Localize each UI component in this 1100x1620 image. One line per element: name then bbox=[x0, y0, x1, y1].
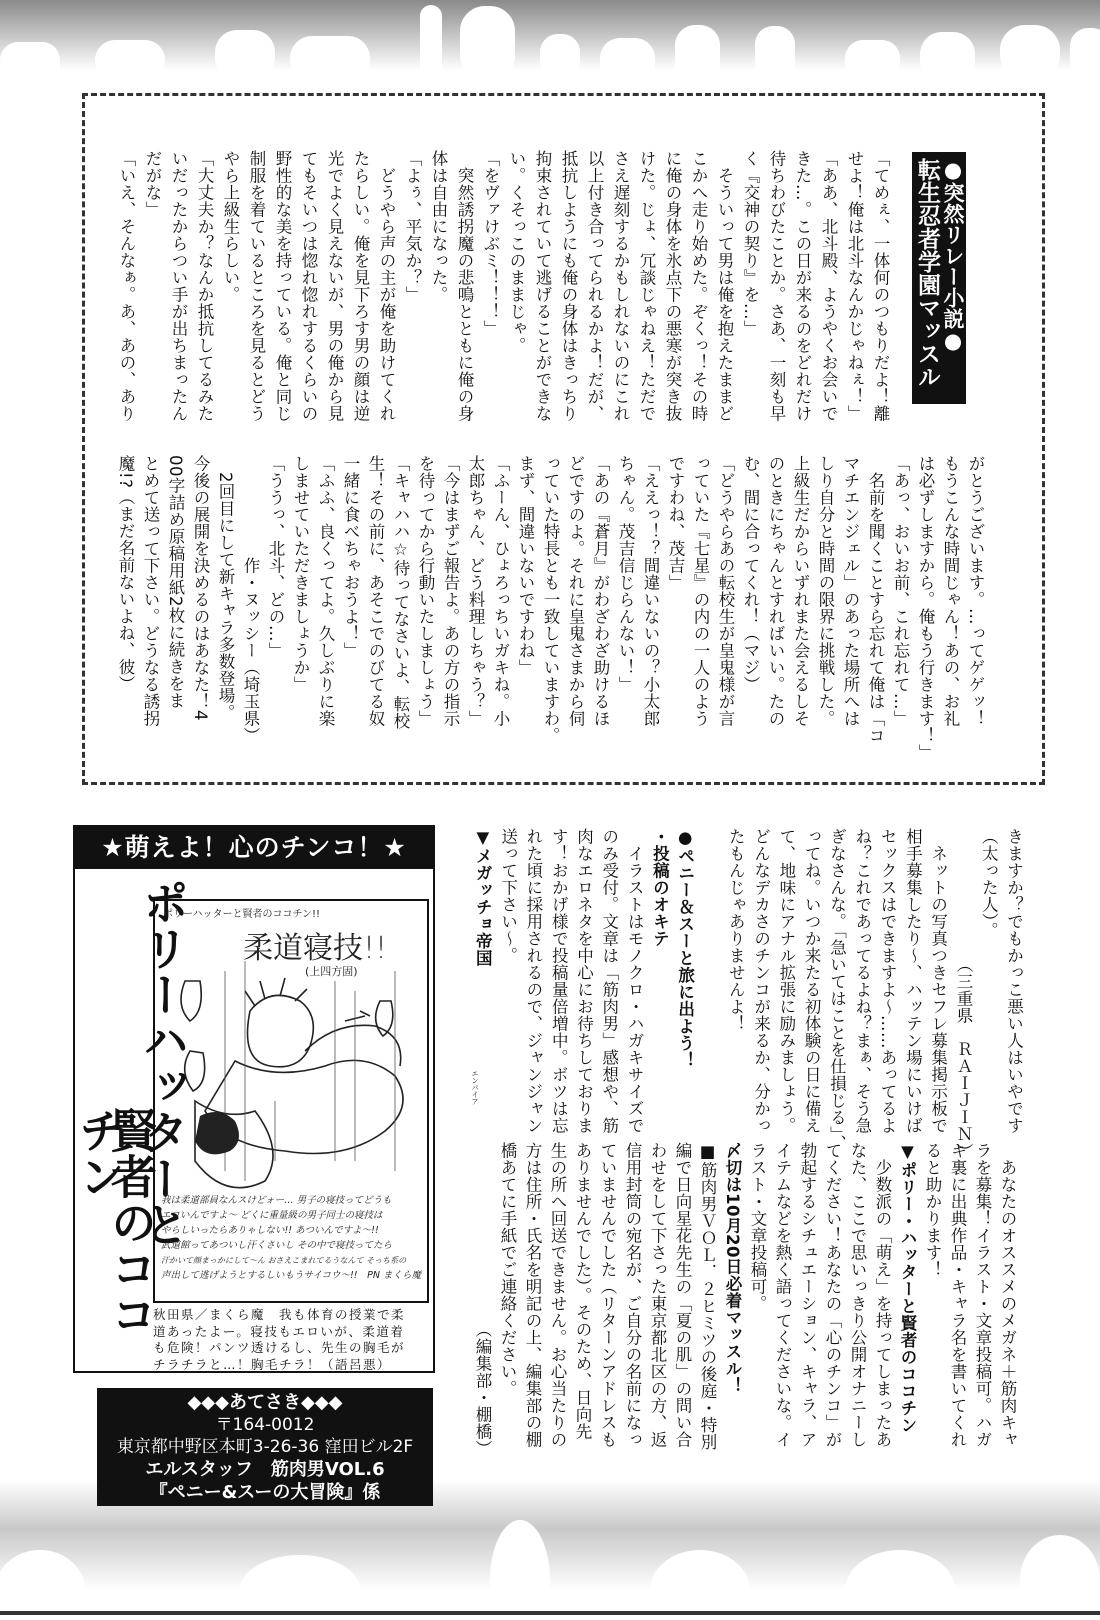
story-line: 「どうやらあの転校生が皇鬼様が言 bbox=[716, 455, 735, 727]
corner-line: ■筋肉男ＶＯＬ．２ヒミツの後庭・特別 bbox=[698, 1142, 717, 1451]
caption-line: も危険！パンツ透けるし、先生の胸毛が bbox=[153, 1340, 406, 1355]
corner-line: ってね。いつか来たる初体験の日に備え bbox=[802, 828, 822, 1134]
story-line: いだったからつい手が出ちまったん bbox=[169, 150, 188, 422]
story-line: ですわね、茂吉」 bbox=[666, 455, 685, 591]
story-line: しませていただきましょうか」 bbox=[291, 455, 310, 693]
handwritten-title: ポリーハッターと賢者のココチン!! bbox=[163, 909, 321, 920]
story-line: どですのよ。それに皇鬼さまから伺 bbox=[566, 455, 585, 727]
page-bottom-rule bbox=[0, 1611, 1100, 1615]
story-line: 今後の展開を決めるのはあなた！4 bbox=[191, 455, 210, 721]
corner-line: て、地味にアナル拡張に励みましょう。 bbox=[776, 828, 796, 1134]
corner-line: 橋あてに手紙でご連絡ください。 bbox=[498, 1142, 517, 1397]
corner-line: ネットの写真つきセフレ募集掲示板で bbox=[928, 828, 948, 1134]
story-line: 「今はまずご報告よ。あの方の指示 bbox=[441, 455, 460, 727]
reader-corner-lower bbox=[470, 1142, 1020, 1522]
story-line: がとうございます。…ってゲゲッ！ bbox=[966, 455, 985, 727]
relay-story-text-upper bbox=[113, 150, 893, 440]
story-line: 作・ヌッシー（埼玉県） bbox=[241, 455, 260, 744]
story-line: 魔!?（まだ名前ないよね、彼） bbox=[116, 455, 135, 693]
handwritten-note-line: 武道館ってあついし汗くさいし その中で寝技ってたら bbox=[161, 1240, 393, 1251]
story-line: まず、間違いないですわね」 bbox=[516, 455, 535, 676]
corner-line: ラスト・文章投稿可。 bbox=[748, 1142, 767, 1312]
story-line: とめて送って下さい。どうなる誘拐 bbox=[141, 455, 160, 727]
relay-story-title: 転生忍者学園マッスル bbox=[914, 158, 940, 388]
department-name: 『ペニー&スーの大冒険』係 bbox=[149, 1482, 381, 1503]
handwritten-note-line: エロいんですよ～ どくに重量級の男子同士の寝技は bbox=[161, 1210, 383, 1221]
story-line: そういって男は俺を抱えたままど bbox=[715, 150, 734, 422]
story-line: のときにちゃんとすればいい。たの bbox=[766, 455, 785, 727]
story-line: 「ああ、北斗殿、ようやくお会いで bbox=[819, 150, 838, 422]
story-line: だがな」 bbox=[143, 150, 162, 218]
story-line: 名前を聞くことすら忘れて俺は「コ bbox=[866, 455, 885, 744]
corner-line: セックスはできますよ～……あってるよ bbox=[878, 828, 898, 1134]
corner-line: 生の所へ回送できません。お心当たりの bbox=[548, 1142, 567, 1448]
story-line: 制服を着ているところを見るとどう bbox=[247, 150, 266, 422]
story-line: い。くそっこのままじゃ。 bbox=[507, 150, 526, 354]
story-line: 「ううっ、北斗、どの…」 bbox=[266, 455, 285, 659]
story-line: 体は自由になった。 bbox=[429, 150, 448, 303]
top-halftone-drip-decoration bbox=[0, 0, 1100, 75]
story-line: 抵抗しようにも俺の身体はきっちり bbox=[559, 150, 578, 422]
handwritten-signature: PN まくら魔 bbox=[367, 1270, 421, 1281]
corner-line: す！おかげ様で投稿量倍増中。ボツは忘 bbox=[549, 828, 569, 1134]
corner-line: 少数派の「萌え」を持ってしまったあ bbox=[873, 1142, 892, 1448]
story-line: 00字詰め原稿用紙2枚に続きをま bbox=[166, 455, 185, 709]
handwritten-subheading: (上四方固) bbox=[305, 965, 358, 978]
story-line: む、間に合ってくれ！（マジ） bbox=[741, 455, 760, 693]
moe-title-line2: 賢者のココチン bbox=[72, 1107, 158, 1337]
corner-line: 送って下さい～。 bbox=[498, 828, 518, 964]
story-line: は必ずしますから。俺もう行きます！」 bbox=[916, 455, 935, 761]
postal-code: 〒164-0012 bbox=[215, 1415, 315, 1435]
handwritten-note-line: 汗かいて顔まっかにして～ん おさえこまれてるうなんて そっち系の bbox=[161, 1256, 407, 1265]
handwritten-note bbox=[161, 1193, 421, 1283]
reader-illustration bbox=[153, 899, 429, 1303]
story-line: 突然誘拐魔の悲鳴とともに俺の身 bbox=[455, 150, 474, 422]
corner-line: わせをして下さった東京都北区の方、返 bbox=[648, 1142, 667, 1448]
empire-ruby: エンパイア bbox=[471, 1070, 479, 1105]
caption-line: チラチラと…！胸毛チラ！（語呂悪） bbox=[153, 1356, 392, 1372]
street-address: 東京都中野区本町3-26-36 窪田ビル2F bbox=[116, 1437, 414, 1457]
story-line: 「ふふ、良くってよ。久しぶりに楽 bbox=[316, 455, 335, 727]
corner-line: キ裏に出典作品・キャラ名を書いてくれ bbox=[948, 1142, 967, 1448]
handwritten-note-line bbox=[161, 1268, 421, 1283]
corner-line: イテムなどを熱く語ってくださいな。イ bbox=[773, 1142, 792, 1448]
story-line: く『交神の契り』を…」 bbox=[741, 150, 760, 337]
corner-line: 方は住所・氏名を明記の上、編集部の棚 bbox=[523, 1142, 542, 1448]
handwritten-note-line: やらしいったらありゃしない!! あついんですよ～!! bbox=[161, 1225, 379, 1236]
story-line: 「をヴァけぶミ！！！」 bbox=[481, 150, 500, 337]
corner-line: てください！あなたの「心のチンコ」が bbox=[823, 1142, 842, 1448]
corner-line: どんなデカさのチンコが来るか、分かっ bbox=[751, 828, 771, 1134]
illustration-caption bbox=[153, 1307, 429, 1373]
address-heading: ◆◆◆あてさき◆◆◆ bbox=[187, 1392, 343, 1413]
relay-story-text-lower bbox=[113, 455, 988, 761]
moe-submission-panel bbox=[73, 825, 435, 1373]
story-line: 「キャハハ☆待ってなさいよ、転校 bbox=[391, 455, 410, 730]
story-line: ちゃん。茂吉信じらんない！」 bbox=[616, 455, 635, 693]
story-line: きた…。この日が来るのをどれだけ bbox=[793, 150, 812, 422]
story-line: 太郎ちゃん、どう料理しちゃう？」 bbox=[466, 455, 485, 727]
caption-line: 道あったよー。寝技もエロいが、柔道着 bbox=[153, 1323, 405, 1339]
story-line: たらしい。俺を見下ろす男の顔は逆 bbox=[351, 150, 370, 422]
handwritten-note-line: 我は柔道部員なんスけどォー… 男子の寝技ってどうも bbox=[161, 1195, 392, 1206]
story-line: てもそいつは惚れ惚れするくらいの bbox=[299, 150, 318, 422]
corner-line: ラを募集！イラスト・文章投稿可。ハガ bbox=[973, 1142, 992, 1448]
corner-line: あなたのオススメのメガネ＋筋肉キャ bbox=[998, 1142, 1017, 1448]
handwritten-note-line: 声出して逃げようとするしいもうサイコウ～!! bbox=[161, 1270, 358, 1281]
story-line: 一緒に食べちゃおうよ！」 bbox=[341, 455, 360, 659]
corner-line: なた、ここで思いっきり公開オナニーし bbox=[848, 1142, 867, 1448]
corner-line: ていませんでした（リターンアドレスも bbox=[598, 1142, 617, 1448]
corner-line: 編で日向星花先生の「夏の肌」の問い合 bbox=[673, 1142, 692, 1448]
story-line: 「ふーん、ひょろっちいガキね。小 bbox=[491, 455, 510, 727]
corner-line: 相手募集したり～、ハッテン場にいけば bbox=[903, 828, 923, 1134]
corner-line: れた頃に採用されるので、ジャンジャン bbox=[523, 828, 543, 1134]
caption-line: 秋田県／まくら魔 我も体育の授業で柔 bbox=[153, 1307, 406, 1322]
mailing-address-box bbox=[97, 1388, 433, 1506]
story-line: 上級生だからいずれまた会えるしそ bbox=[791, 455, 810, 727]
story-line: 生！その前に、あそこでのびてる奴 bbox=[366, 455, 385, 727]
story-line: せよ！俺は北斗なんかじゃねぇ！」 bbox=[845, 150, 864, 422]
story-line: 拘束されていて逃げることができな bbox=[533, 150, 552, 422]
corner-line: 肉なエロネタを中心にお待ちしておりま bbox=[574, 828, 594, 1134]
reader-corner-upper bbox=[470, 828, 1027, 1160]
story-line: やら上級生らしい。 bbox=[221, 150, 240, 303]
relay-story-title-box bbox=[912, 152, 966, 404]
corner-line: ね？これであってるよね？まぁ、そう急 bbox=[852, 828, 872, 1134]
corner-line: 勃起するシチュエーション、キャラ、ア bbox=[798, 1142, 817, 1448]
corner-line: イラストはモノクロ・ハガキサイズで bbox=[625, 828, 645, 1134]
corner-line: （編集部・棚橋） bbox=[473, 1142, 492, 1457]
story-line: 「いえ、そんなぁ。あ、あの、あり bbox=[117, 150, 136, 422]
corner-line: （三重県 ＲＡＩＪＩＮ） bbox=[953, 828, 973, 1160]
story-line: しり自分と時間の限界に挑戦した。 bbox=[816, 455, 835, 727]
handwritten-heading: 柔道寝技!! bbox=[243, 931, 388, 966]
moe-title-line1: ポリーハッターと bbox=[136, 879, 190, 1247]
story-line: に俺の身体を氷点下の悪寒が突き抜 bbox=[663, 150, 682, 422]
story-line: 「ええっ！？間違いないの？小太郎 bbox=[641, 455, 660, 727]
story-line: 野性的な美を持っている。俺と同じ bbox=[273, 150, 292, 422]
corner-line: （太った人）。 bbox=[979, 828, 999, 939]
story-line: 「てめぇ、一体何のつもりだよ！離 bbox=[871, 150, 890, 422]
story-line: マチエンジェル」のあった場所へは bbox=[841, 455, 860, 727]
corner-line: 〆切は10月20日必着マッスル！ bbox=[723, 1142, 742, 1394]
corner-line: たもんじゃありませんよ！ bbox=[726, 828, 746, 1032]
corner-line: ぎなさんな。「急いてはことを仕損じる」、 bbox=[827, 828, 847, 1152]
corner-line: ・投稿のオキテ bbox=[650, 828, 670, 947]
story-line: 「あの『蒼月』がわざわざ助けるほ bbox=[591, 455, 610, 727]
story-line: さえ遅刻するかもしれないのにこれ bbox=[611, 150, 630, 422]
corner-line: ●ペニー＆スーと旅に出よう！ bbox=[675, 828, 695, 1069]
publisher-name: エルスタッフ 筋肉男VOL.6 bbox=[145, 1459, 385, 1480]
story-line: 「よぅ、平気か？」 bbox=[403, 150, 422, 303]
story-line: もうこんな時間じゃん！あの、お礼 bbox=[941, 455, 960, 727]
story-line: 以上付き合ってられるかよ！だが、 bbox=[585, 150, 604, 422]
story-line: けた。じょ、冗談じゃねえ！ただで bbox=[637, 150, 656, 422]
story-line: 待ちわびたことか。さあ、一刻も早 bbox=[767, 150, 786, 422]
story-line: 「大丈夫か？なんか抵抗してるみた bbox=[195, 150, 214, 422]
story-line: 2回目にして新キャラ多数登場。 bbox=[216, 455, 235, 721]
story-line: どうやら声の主が俺を助けてくれ bbox=[377, 150, 396, 422]
story-line: 光でよく見えないが、男の俺から見 bbox=[325, 150, 344, 422]
corner-line: ▼メガッチョ帝国 bbox=[473, 828, 493, 967]
corner-line: ありませんでした）。そのため、日向先 bbox=[573, 1142, 592, 1440]
story-line: 「あっ、おいお前、これ忘れて…」 bbox=[891, 455, 910, 727]
story-line: っていた特長とも一致していますわ。 bbox=[541, 455, 560, 744]
story-line: こかへ走り始めた。ぞくっ！その時 bbox=[689, 150, 708, 422]
relay-story-kicker: ●突然リレー小説● bbox=[941, 158, 965, 353]
story-line: っていた『七星』の内の一人のよう bbox=[691, 455, 710, 727]
story-line: を待ってから行動いたしましょう」 bbox=[416, 455, 435, 727]
corner-line: ▼ポリー・ハッターと賢者のココチン bbox=[898, 1142, 917, 1434]
corner-line: ると助かります！ bbox=[923, 1142, 942, 1278]
corner-line: のみ受付。文章は「筋肉男」感想や、筋 bbox=[599, 828, 619, 1134]
corner-line: きますか？でもかっこ悪い人はいやです bbox=[1004, 828, 1024, 1134]
moe-panel-header: ★萌えよ！心のチンコ！★ bbox=[75, 827, 433, 869]
corner-line bbox=[698, 828, 723, 1128]
corner-line: 信用封筒の宛名が、ご自分の名前になっ bbox=[623, 1142, 642, 1448]
